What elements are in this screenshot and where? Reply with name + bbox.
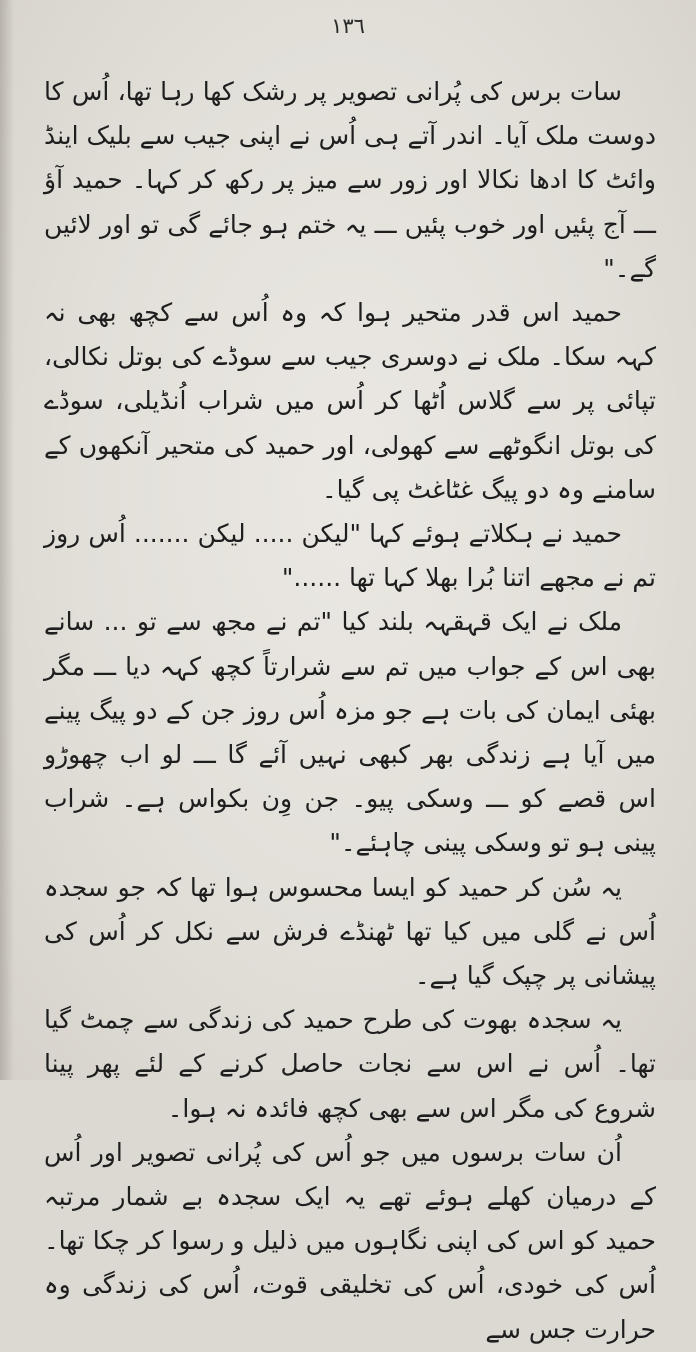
paragraph-2: حمید اس قدر متحیر ہوا کہ وہ اُس سے کچھ بھی نہ کہہ سکا۔ ملک نے دوسری جیب سے سوڈے کی بوتل نکالی، تپائی پر سے گلاس اُٹھا کر اُس میں شراب اُنڈیلی، سوڈے کی بوتل انگوٹھے سے کھولی، اور حمید کی متحیر آنکھوں کے سامنے وہ دو پیگ غٹاغٹ پی گیا۔ (44, 298, 656, 504)
page-edge-shadow (0, 0, 14, 1080)
paragraph-7: اُن سات برسوں میں جو اُس کی پُرانی تصویر اور اُس کے درمیان کھلے ہوئے تھے یہ ایک سجدہ بے شمار مرتبہ حمید کو اس کی اپنی نگاہوں میں ذلیل و رسوا کر چکا تھا۔ اُس کی خودی، اُس کی تخلیقی قوت، اُس کی زندگی وہ حرارت جس سے (44, 1137, 656, 1344)
paragraph-6: یہ سجدہ بھوت کی طرح حمید کی زندگی سے چمٹ گیا تھا۔ اُس نے اس سے نجات حاصل کرنے کے لئے پھر پینا شروع کی مگر اس سے بھی کچھ فائدہ نہ ہوا۔ (44, 1005, 656, 1123)
paragraph-5: یہ سُن کر حمید کو ایسا محسوس ہوا تھا کہ جو سجدہ اُس نے گلی میں کیا تھا ٹھنڈے فرش سے نکل کر اُس کی پیشانی پر چپک گیا ہے۔ (44, 872, 656, 991)
paragraph-1: سات برس کی پُرانی تصویر پر رشک کھا رہا تھا، اُس کا دوست ملک آیا۔ اندر آتے ہی اُس نے اپنی جیب سے بلیک اینڈ وائٹ کا ادھا نکالا اور زور سے میز پر رکھ کر کہا۔ حمید آؤ ـــ آج پئیں اور خوب پئیں ـــ یہ ختم ہو جائے گی تو اور لائیں گے۔" (44, 77, 656, 283)
page-number: ١٣٦ (331, 14, 365, 38)
paragraph-3: حمید نے ہکلاتے ہوئے کہا "لیکن ..... لیکن ....... اُس روز تم نے مجھے اتنا بُرا بھلا کہا تھا ......" (44, 519, 656, 593)
urdu-text-body (44, 70, 656, 1352)
paragraph-4: ملک نے ایک قہقہہ بلند کیا "تم نے مجھ سے تو ... سانے بھی اس کے جواب میں تم سے شرارتاً کچھ کہہ دیا ـــ مگر بھئی ایمان کی بات ہے جو مزہ اُس روز جن کے دو پیگ پینے میں آیا ہے زندگی بھر کبھی نہیں آئے گا ـــ لو اب چھوڑو اس قصے کو ـــ وسکی پیو۔ جن وِن بکواس ہے۔ شراب پینی ہو تو وسکی پینی چاہئے۔" (44, 607, 656, 858)
